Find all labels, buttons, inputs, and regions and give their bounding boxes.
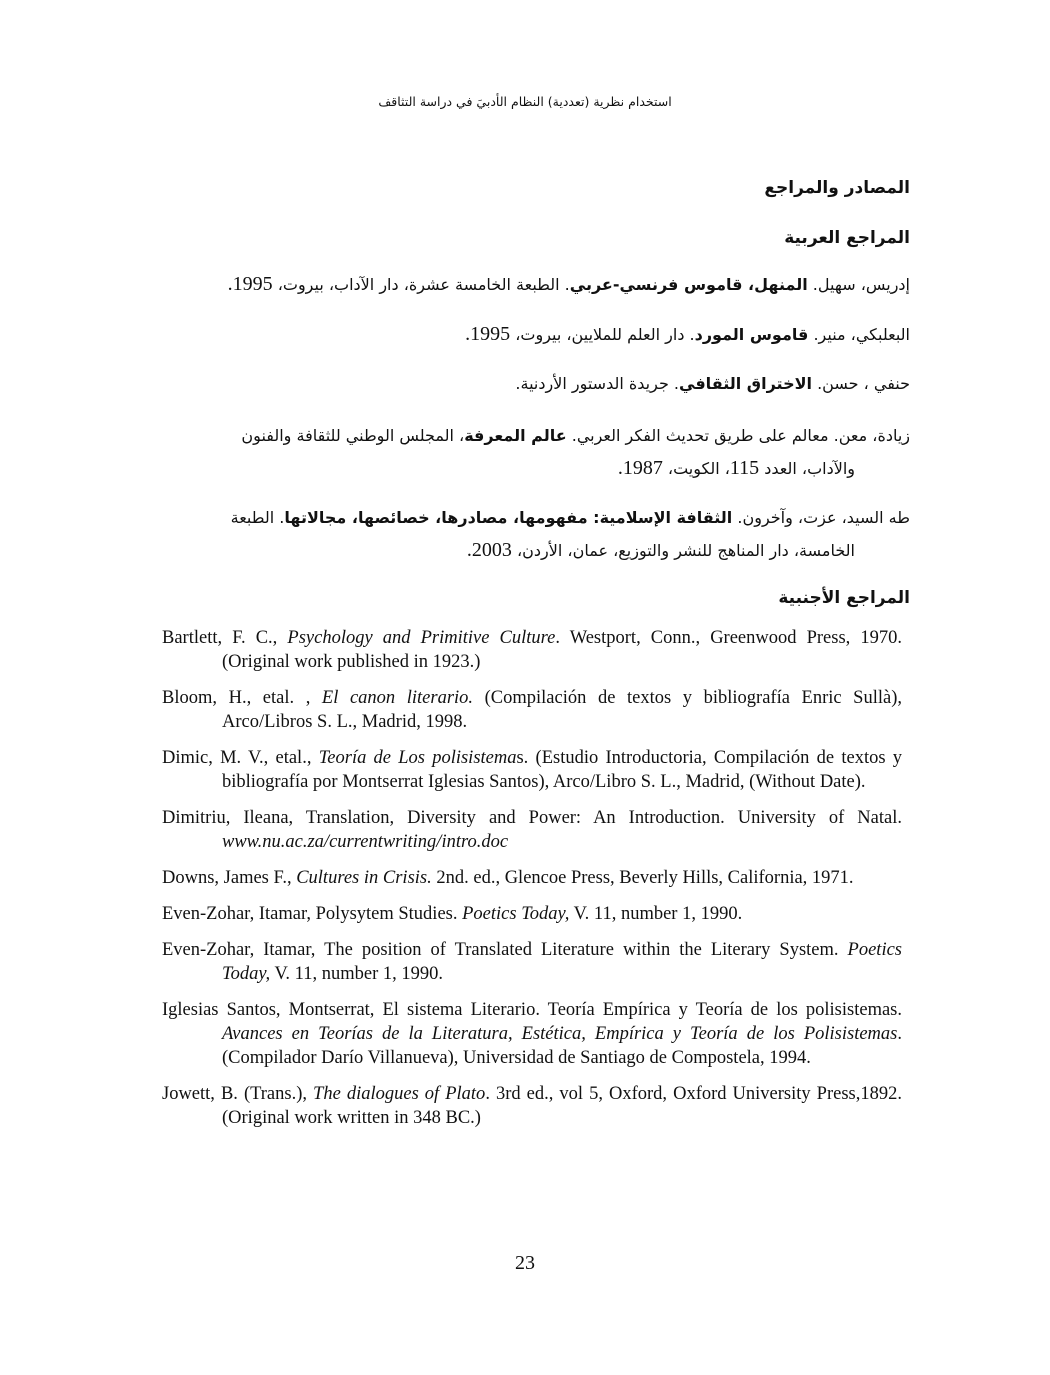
ref-year: 1995.: [465, 323, 511, 345]
ref-text: الخامسة، دار المناهج للنشر والتوزيع، عمان، الأردن،: [511, 541, 855, 560]
ref-text: Dimic, M. V., etal.,: [162, 748, 319, 768]
english-ref-even-zohar-2: [162, 938, 902, 986]
english-ref-bartlett: [162, 626, 902, 674]
running-header: استخدام نظرية (تعددية) النظام الأدبيَ في دراسة التثاقف: [378, 94, 672, 109]
ref-year: 1987.: [617, 457, 663, 479]
ref-title: Poetics Today,: [462, 904, 570, 924]
ref-issue: 115: [729, 457, 760, 479]
ref-text: طه السيد، عزت، وآخرون.: [732, 508, 910, 527]
english-ref-dimitriu: [162, 806, 902, 854]
references-title: المصادر والمراجع: [764, 178, 910, 198]
arabic-references-heading: المراجع العربية: [784, 228, 910, 248]
foreign-references-heading: المراجع الأجنبية: [778, 588, 910, 608]
ref-text: V. 11, number 1, 1990.: [569, 904, 743, 924]
ref-text: البعلبكي، منير.: [808, 325, 910, 344]
ref-text: . جريدة الدستور الأردنية.: [515, 374, 680, 393]
ref-text: V. 11, number 1, 1990.: [270, 964, 443, 984]
arabic-ref-hanafi: [160, 368, 910, 400]
english-ref-even-zohar-1: [162, 902, 902, 926]
ref-title: The dialogues of Plato: [313, 1084, 486, 1104]
foreign-references-list: [162, 626, 902, 1142]
arabic-ref-baalbaki: [160, 318, 910, 351]
ref-text: Even-Zohar, Itamar, Polysytem Studies.: [162, 904, 463, 924]
ref-text: Bartlett, F. C.,: [162, 628, 288, 648]
ref-title: الثقافة الإسلامية: مفهومها، مصادرها، خصائصها، مجالاتها: [284, 508, 733, 527]
ref-text: 2nd. ed., Glencoe Press, Beverly Hills, California, 1971.: [431, 868, 854, 888]
ref-text: . Westport, Conn., Greenwood Press, 1970. (Original work published in 1923.): [222, 628, 902, 672]
arabic-ref-taha: [160, 502, 910, 567]
arabic-ref-idris: [160, 268, 910, 301]
ref-text: Downs, James F.,: [162, 868, 297, 888]
ref-text: (Compilación de textos y bibliografía Enric Sullà), Arco/Libros S. L., Madrid, 1998.: [222, 688, 902, 732]
english-ref-bloom: [162, 686, 902, 734]
arabic-ref-ziadeh: [160, 420, 910, 485]
ref-text: حنفي ، حسن.: [812, 374, 910, 393]
english-ref-downs: [162, 866, 902, 890]
english-ref-iglesias: [162, 998, 902, 1070]
ref-title: قاموس المورد: [694, 325, 809, 344]
ref-text: s. (Estudio Introductoria, Compilación de textos y bibliografía por Montserrat Iglesias Santos), Arco/Libro S. L., Madrid, (Without Date).: [222, 748, 903, 792]
ref-text: . الطبعة الخامسة عشرة، دار الآداب، بيروت،: [272, 275, 570, 294]
ref-text: . 3rd ed., vol 5, Oxford, Oxford University Press,1892. (Original work written in 348 BC.): [222, 1084, 902, 1128]
ref-year: 1995.: [227, 273, 273, 295]
ref-text: ، الكويت،: [662, 459, 730, 478]
ref-title: Cultures in Crisis.: [296, 868, 432, 888]
ref-text: زيادة، معن. معالم على طريق تحديث الفكر العربي.: [566, 426, 910, 445]
ref-text: Bloom, H., etal. ,: [162, 688, 322, 708]
ref-text: إدريس، سهيل.: [807, 275, 910, 294]
english-ref-dimic: [162, 746, 902, 794]
ref-title: الاختراق الثقافي: [679, 374, 812, 393]
ref-text: . الطبعة: [230, 508, 285, 527]
ref-title: عالم المعرفة: [464, 426, 567, 445]
ref-title: Avances en Teorías de la Literatura, Estética, Empírica y Teoría de los Polisistemas: [222, 1024, 898, 1044]
ref-text: Dimitriu, Ileana, Translation, Diversity and Power: An Introduction. University of Natal.: [162, 808, 902, 828]
ref-title: Teoría de Los polisistema: [318, 748, 517, 768]
ref-continuation: [160, 452, 910, 485]
ref-title: El canon literario.: [321, 688, 474, 708]
ref-text: Iglesias Santos, Montserrat, El sistema Literario. Teoría Empírica y Teoría de los polisistemas.: [162, 1000, 902, 1020]
ref-text: ، المجلس الوطني للثقافة والفنون: [241, 426, 465, 445]
ref-text: والآداب، العدد: [759, 459, 855, 478]
ref-continuation: [160, 534, 910, 567]
ref-url[interactable]: www.nu.ac.za/currentwriting/intro.doc: [222, 832, 509, 852]
ref-text: Even-Zohar, Itamar, The position of Translated Literature within the Literary System.: [162, 940, 848, 960]
page-number: 23: [515, 1252, 535, 1274]
english-ref-jowett: [162, 1082, 902, 1130]
ref-title: Psychology and Primitive Culture: [287, 628, 556, 648]
ref-title: Poetics Today,: [222, 940, 902, 984]
ref-text: . (Compilador Darío Villanueva), Universidad de Santiago de Compostela, 1994.: [222, 1024, 902, 1068]
ref-year: 2003.: [466, 539, 512, 561]
ref-title: المنهل، قاموس فرنسي-عربي: [569, 275, 808, 294]
ref-text: . دار العلم للملايين، بيروت،: [510, 325, 695, 344]
ref-text: Jowett, B. (Trans.),: [162, 1084, 314, 1104]
